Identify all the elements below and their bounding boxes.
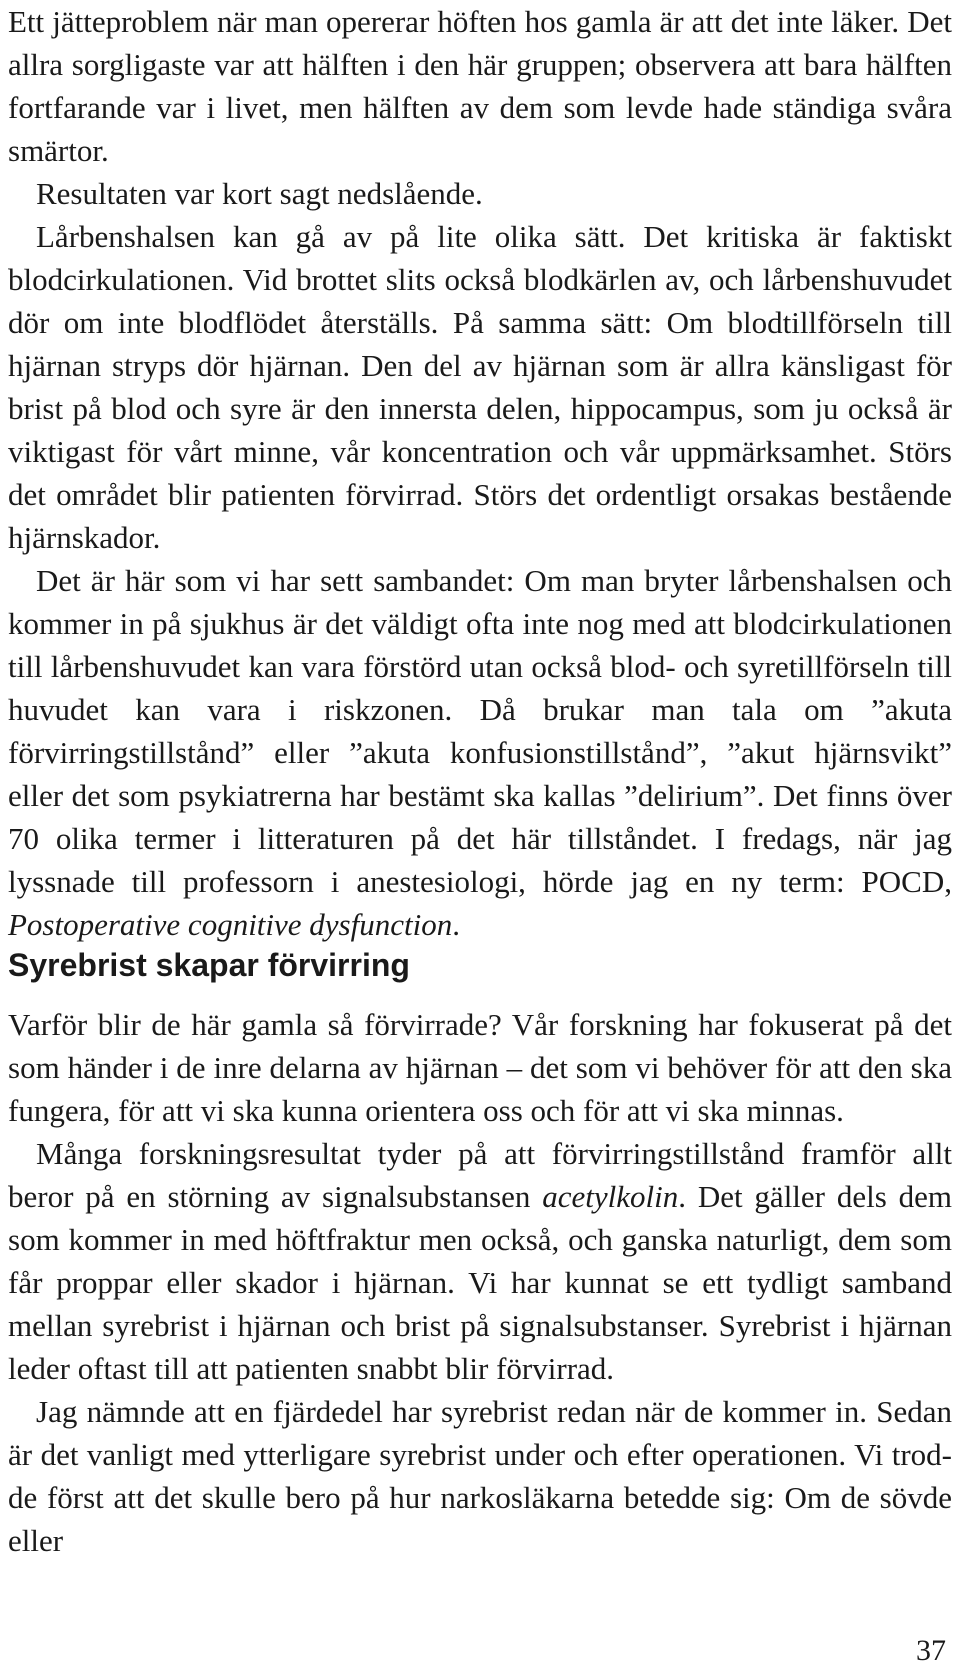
body-text-section-2 [8,1003,952,1562]
paragraph: Jag nämnde att en fjärdedel har syrebrist redan när de kommer in. Sedan är det vanligt med ytterligare syrebrist under och efter operationen. Vi trodde först att det skulle bero på hur narkosläkarna betedde sig: Om de sövde eller [8,1394,952,1558]
paragraph-text: . Det gäller dels dem som kommer in med höftfraktur men också, och ganska naturligt, dem som får proppar eller skador i hjärnan. Vi har kunnat se ett tydligt samband mellan syrebrist i hjärnan och brist på signalsubstanser. Syrebrist i hjärnan leder oftast till att patienten snabbt blir förvirrad. [8,1179,952,1386]
paragraph-text: Många forskningsresultat tyder på att förvirringstillstånd framför allt beror på en störning av signalsubstansen [8,1136,952,1214]
italic-term: Postoperative cognitive dysfunction [8,907,453,942]
body-text-section-1 [8,0,952,946]
italic-term: acetylkolin [542,1179,679,1214]
paragraph [8,1132,952,1390]
page-number: 37 [916,1634,946,1667]
section-heading: Syrebrist skapar förvirring [8,947,410,983]
paragraph [8,559,952,946]
paragraph: Varför blir de här gamla så förvirrade? Vår forskning har fokuserat på det som händer i de inre delarna av hjärnan – det som vi behöver för att den ska fungera, för att vi ska kunna orientera oss och för att vi ska minnas. [8,1007,952,1128]
paragraph-text: . [452,907,460,942]
paragraph: Resultaten var kort sagt nedslående. [36,176,483,211]
paragraph-text: Det är här som vi har sett sambandet: Om man bryter lårbenshalsen och kommer in på sjukhus är det väldigt ofta inte nog med att blodcirkulationen till lårbenshuvudet kan vara förstörd utan också blod- och syretillförseln till huvudet kan vara i riskzonen. Då brukar man tala om ”akuta förvirringstillstånd” eller ”akuta konfusionstillstånd”, ”akut hjärnsvikt” eller det som psykiatrerna har bestämt ska kallas ”delirium”. Det finns över 70 olika termer i litteraturen på det här tillståndet. I fredags, när jag lyssnade till professorn i anestesiologi, hörde jag en ny term: POCD, [8,563,952,899]
paragraph: Ett jätteproblem när man opererar höften hos gamla är att det inte läker. Det allra sorgligaste var att hälften i den här gruppen; observera att bara hälften fortfarande var i livet, men hälften av dem som levde hade ständiga svåra smärtor. [8,4,952,168]
paragraph: Lårbenshalsen kan gå av på lite olika sätt. Det kritiska är faktiskt blodcirkulationen. Vid brottet slits också blodkärlen av, och lårbenshuvudet dör om inte blodflödet återställs. På samma sätt: Om blodtillförseln till hjärnan stryps dör hjärnan. Den del av hjärnan som är allra känsligast för brist på blod och syre är den innersta delen, hippocampus, som ju också är viktigast för vårt minne, vår koncentration och vår uppmärksamhet. Störs det området blir patienten förvirrad. Störs det ordentligt orsakas bestående hjärnskador. [8,219,952,555]
